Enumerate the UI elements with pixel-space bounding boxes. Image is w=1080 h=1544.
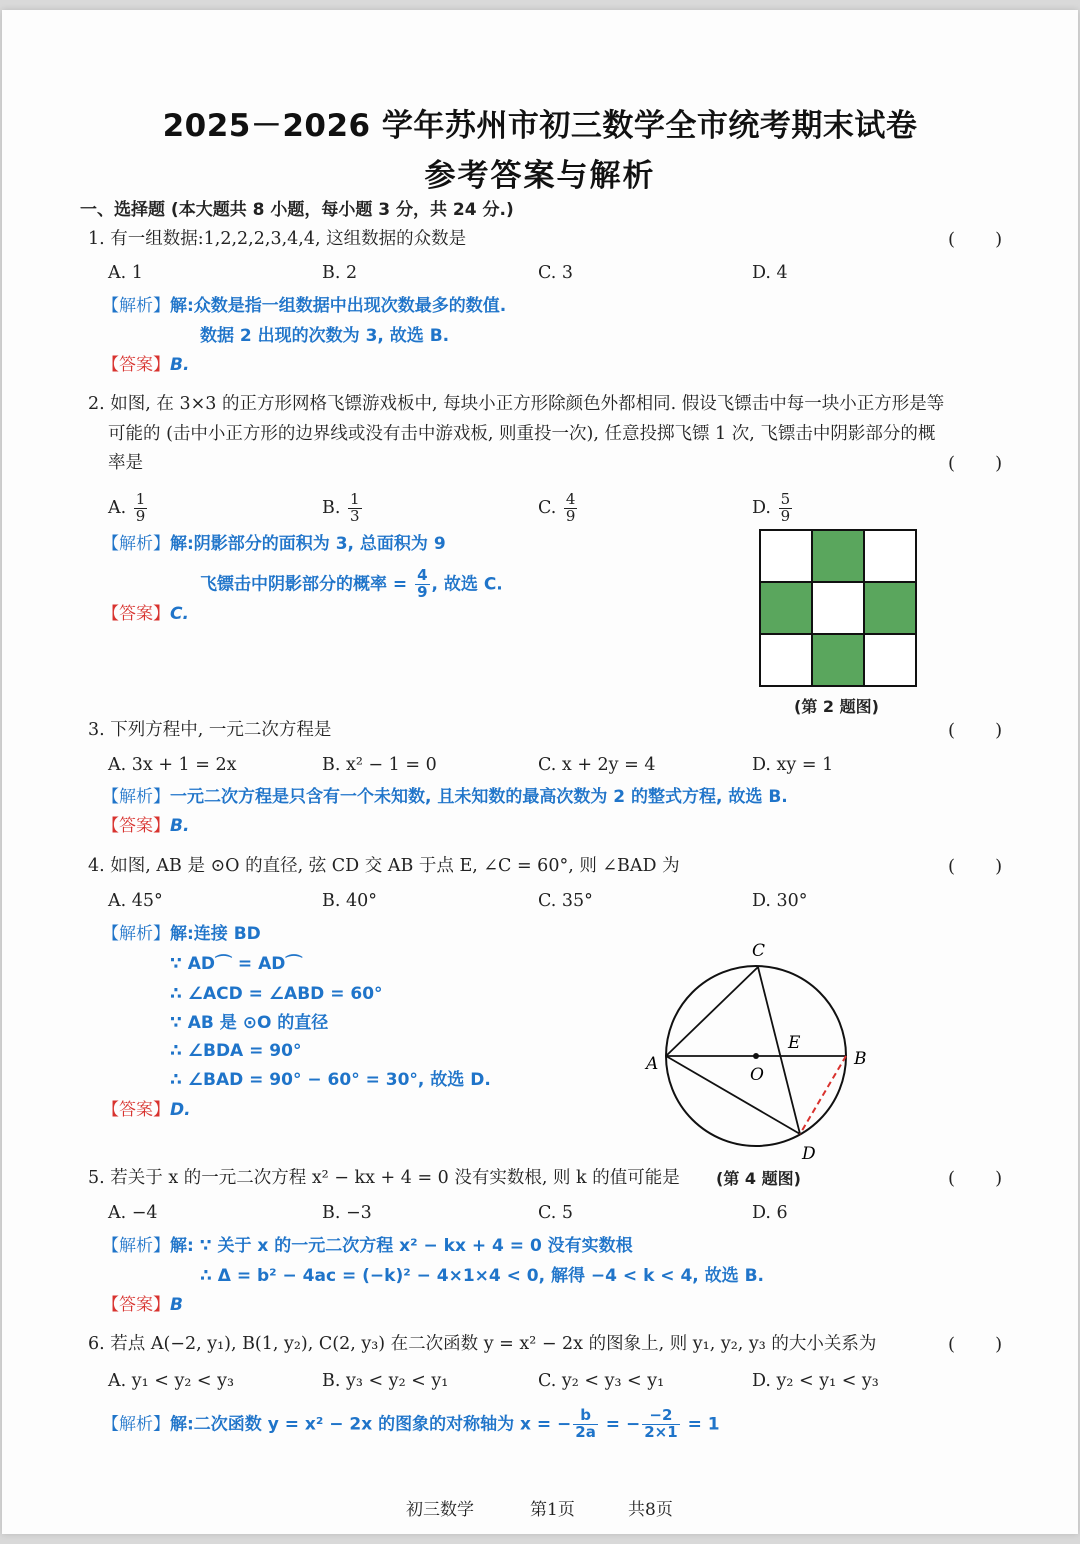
q2-answer-blank: ( ) [948, 453, 1003, 474]
answer-tag: 【答案】 [102, 355, 170, 375]
section-heading: 一、选择题 (本大题共 8 小题，每小题 3 分，共 24 分.) [80, 200, 514, 220]
q5-stem: 5. 若关于 x 的一元二次方程 x² − kx + 4 = 0 没有实数根, 则 k 的值可能是 [88, 1168, 680, 1188]
q2-option-b: B. $\frac{1}{3}$ [322, 490, 360, 525]
q4-figure-caption: (第 4 题图) [716, 1169, 801, 1188]
q4-analysis-line3: ∴ ∠ACD = ∠ABD = 60° [170, 984, 383, 1004]
q1-option-b: B. 2 [322, 263, 358, 283]
q3-analysis: 【解析】一元二次方程是只含有一个未知数, 且未知数的最高次数为 2 的整式方程, 故选 B. [102, 787, 788, 807]
q1-analysis-line1: 解:众数是指一组数据中出现次数最多的数值. [170, 296, 507, 316]
footer-total-pages: 共8页 [628, 1500, 673, 1520]
exam-page [2, 10, 1078, 1534]
q4-analysis-line5: ∴ ∠BDA = 90° [170, 1041, 302, 1061]
q2-stem-line3: 率是 [108, 453, 143, 473]
point-o-label: O [750, 1065, 764, 1085]
q1-answer-blank: ( ) [948, 229, 1003, 250]
q5-option-d: D. 6 [752, 1203, 788, 1223]
q2-analysis-line2: 飞镖击中阴影部分的概率 = $\frac{4}{9}$ , 故选 C. [200, 566, 503, 601]
q2-analysis-line1: 解:阴影部分的面积为 3, 总面积为 9 [170, 534, 446, 554]
q1-analysis [102, 296, 506, 316]
q6-option-d: D. y₂ < y₁ < y₃ [752, 1371, 879, 1391]
q2-answer-value: C. [170, 604, 189, 624]
footer-page-number: 第1页 [530, 1500, 575, 1520]
footer-subject: 初三数学 [406, 1500, 474, 1520]
point-d-label: D [802, 1144, 816, 1164]
q5-answer: 【答案】B [102, 1295, 183, 1315]
q6-option-c: C. y₂ < y₃ < y₁ [538, 1371, 665, 1391]
q4-analysis-line1: 解:连接 BD [170, 924, 261, 944]
q4-answer-blank: ( ) [948, 856, 1003, 877]
grid-cell [760, 634, 812, 686]
q4-analysis-line6: ∴ ∠BAD = 90° − 60° = 30°, 故选 D. [170, 1070, 491, 1090]
dartboard-grid-figure [758, 528, 918, 688]
point-b-label: B [854, 1049, 867, 1069]
q2-option-c: C. $\frac{4}{9}$ [538, 490, 576, 525]
q3-option-b: B. x² − 1 = 0 [322, 755, 437, 775]
grid-cell [812, 582, 864, 634]
q1-answer-value: B. [170, 355, 190, 375]
q3-option-a: A. 3x + 1 = 2x [108, 755, 237, 775]
grid-cell [864, 634, 916, 686]
q1-stem: 1. 有一组数据:1,2,2,2,3,4,4, 这组数据的众数是 [88, 229, 467, 249]
q4-option-c: C. 35° [538, 891, 593, 911]
q6-option-a: A. y₁ < y₂ < y₃ [108, 1371, 235, 1391]
q4-analysis-line4: ∵ AB 是 ⊙O 的直径 [170, 1013, 329, 1033]
q4-analysis: 【解析】解:连接 BD [102, 924, 261, 944]
q1-answer [102, 355, 189, 375]
center-dot [753, 1053, 759, 1059]
point-e-label: E [788, 1033, 801, 1053]
q5-option-a: A. −4 [108, 1203, 158, 1223]
q4-answer: 【答案】D. [102, 1100, 191, 1120]
q6-stem: 6. 若点 A(−2, y₁), B(1, y₂), C(2, y₃) 在二次函数 y = x² − 2x 的图象上, 则 y₁, y₂, y₃ 的大小关系为 [88, 1334, 877, 1354]
q3-answer-blank: ( ) [948, 720, 1003, 741]
q2-option-a: A. $\frac{1}{9}$ [108, 490, 146, 525]
segment-ac [666, 967, 758, 1056]
grid-cell-shaded [812, 530, 864, 582]
q6-answer-blank: ( ) [948, 1334, 1003, 1355]
q5-answer-value: B [170, 1295, 183, 1315]
q5-option-c: C. 5 [538, 1203, 574, 1223]
q4-option-b: B. 40° [322, 891, 378, 911]
segment-bd-dashed [800, 1056, 846, 1134]
q2-analysis: 【解析】解:阴影部分的面积为 3, 总面积为 9 [102, 534, 446, 554]
q3-option-c: C. x + 2y = 4 [538, 755, 656, 775]
q1-option-d: D. 4 [752, 263, 788, 283]
q5-option-b: B. −3 [322, 1203, 372, 1223]
q4-option-d: D. 30° [752, 891, 808, 911]
grid-cell [760, 530, 812, 582]
point-c-label: C [752, 941, 766, 961]
circle-geometry-figure [638, 934, 878, 1164]
point-a-label: A [646, 1054, 659, 1074]
exam-subtitle: 参考答案与解析 [424, 158, 656, 194]
segment-ad [666, 1056, 800, 1134]
q4-option-a: A. 45° [108, 891, 163, 911]
q6-analysis: 【解析】解:二次函数 y = x² − 2x 的图象的对称轴为 x = − $\frac{b}{2a}$ = − $\frac{-2}{2\times 1}$ = 1 [102, 1406, 720, 1441]
q3-answer: 【答案】B. [102, 816, 190, 836]
q3-analysis-text: 一元二次方程是只含有一个未知数, 且未知数的最高次数为 2 的整式方程, 故选 B. [170, 787, 788, 807]
q5-analysis: 【解析】解: ∵ 关于 x 的一元二次方程 x² − kx + 4 = 0 没有实数根 [102, 1236, 633, 1256]
grid-cell [864, 530, 916, 582]
q3-stem: 3. 下列方程中, 一元二次方程是 [88, 720, 332, 740]
grid-cell-shaded [812, 634, 864, 686]
q1-option-c: C. 3 [538, 263, 574, 283]
analysis-tag: 【解析】 [102, 296, 170, 316]
q5-answer-blank: ( ) [948, 1168, 1003, 1189]
exam-title: 2025－2026 学年苏州市初三数学全市统考期末试卷 [162, 108, 918, 144]
q3-answer-value: B. [170, 816, 190, 836]
q1-analysis-line2: 数据 2 出现的次数为 3, 故选 B. [200, 326, 450, 346]
q5-analysis-line2: ∴ Δ = b² − 4ac = (−k)² − 4×1×4 < 0, 解得 −4 < k < 4, 故选 B. [200, 1266, 765, 1286]
grid-cell-shaded [760, 582, 812, 634]
q4-answer-value: D. [170, 1100, 191, 1120]
q3-option-d: D. xy = 1 [752, 755, 834, 775]
q2-option-d: D. $\frac{5}{9}$ [752, 490, 791, 525]
q4-stem: 4. 如图, AB 是 ⊙O 的直径, 弦 CD 交 AB 于点 E, ∠C = 60°, 则 ∠BAD 为 [88, 856, 680, 876]
q1-option-a: A. 1 [108, 263, 143, 283]
q4-analysis-line2: ∵ AD⌒ = AD⌒ [170, 954, 303, 974]
q2-answer: 【答案】C. [102, 604, 189, 624]
q2-stem-line1: 2. 如图, 在 3×3 的正方形网格飞镖游戏板中, 每块小正方形除颜色外都相同. 假设飞镖击中每一块小正方形是等 [88, 394, 945, 414]
q6-option-b: B. y₃ < y₂ < y₁ [322, 1371, 449, 1391]
q2-stem-line2: 可能的 (击中小正方形的边界线或没有击中游戏板, 则重投一次), 任意投掷飞镖 1 次, 飞镖击中阴影部分的概 [108, 424, 936, 444]
grid-cell-shaded [864, 582, 916, 634]
q5-analysis-line1: 解: ∵ 关于 x 的一元二次方程 x² − kx + 4 = 0 没有实数根 [170, 1236, 633, 1256]
q2-figure-caption: (第 2 题图) [794, 697, 879, 716]
